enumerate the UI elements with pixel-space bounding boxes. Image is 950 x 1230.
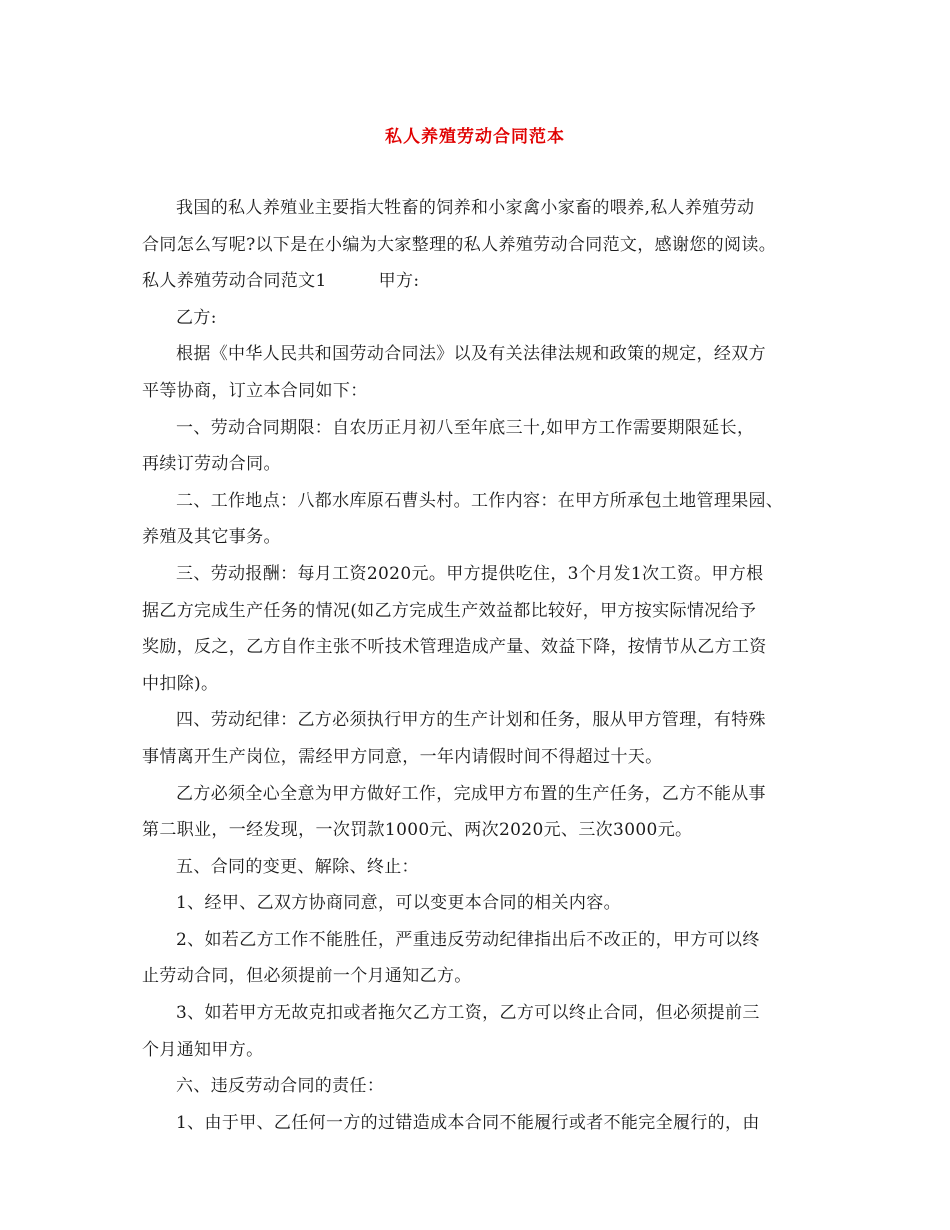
text-line	[142, 1032, 814, 1069]
document-title: 私人养殖劳动合同范本	[385, 127, 565, 147]
text-line	[142, 227, 814, 264]
line-text: 中扣除)。	[142, 673, 219, 694]
line-text: 奖励，反之，乙方自作主张不听技术管理造成产量、效益下降，按情节从乙方工资	[142, 637, 767, 658]
line-text: 五、合同的变更、解除、终止：	[176, 856, 419, 877]
text-line	[142, 373, 814, 410]
line-text: 根据《中华人民共和国劳动合同法》以及有关法律法规和政策的规定，经双方	[176, 344, 766, 365]
text-line	[142, 1068, 814, 1105]
line-text: 个月通知甲方。	[142, 1039, 264, 1060]
text-line	[142, 263, 814, 300]
line-text: 1、由于甲、乙任何一方的过错造成本合同不能履行或者不能完全履行的，由	[176, 1112, 760, 1133]
text-line	[142, 336, 814, 373]
line-text: 三、劳动报酬：每月工资2020元。甲方提供吃住，3个月发1次工资。甲方根	[176, 563, 764, 584]
text-line	[142, 885, 814, 922]
line-text: 四、劳动纪律：乙方必须执行甲方的生产计划和任务，服从甲方管理，有特殊	[176, 710, 766, 731]
line-text: 事情离开生产岗位，需经甲方同意，一年内请假时间不得超过十天。	[142, 746, 663, 767]
text-line	[142, 958, 814, 995]
line-text: 据乙方完成生产任务的情况(如乙方完成生产效益都比较好，甲方按实际情况给予	[142, 600, 757, 621]
text-line	[142, 629, 814, 666]
line-text: 乙方:	[176, 307, 217, 328]
text-line	[142, 739, 814, 776]
line-text: 再续订劳动合同。	[142, 454, 281, 475]
text-line	[142, 446, 814, 483]
line-text: 3、如若甲方无故克扣或者拖欠乙方工资，乙方可以终止合同，但必须提前三	[176, 1003, 760, 1024]
text-line	[142, 556, 814, 593]
line-text: 合同怎么写呢?以下是在小编为大家整理的私人养殖劳动合同范文，感谢您的阅读。	[142, 234, 777, 255]
text-line	[142, 519, 814, 556]
text-line	[142, 410, 814, 447]
line-text: 第二职业，一经发现，一次罚款1000元、两次2020元、三次3000元。	[142, 820, 693, 841]
text-line	[142, 922, 814, 959]
text-line	[142, 300, 814, 337]
line-text: 止劳动合同，但必须提前一个月通知乙方。	[142, 966, 472, 987]
text-line	[142, 1105, 814, 1142]
text-line	[142, 190, 814, 227]
line-text: 乙方必须全心全意为甲方做好工作，完成甲方布置的生产任务，乙方不能从事	[176, 783, 766, 804]
line-text: 平等协商，订立本合同如下：	[142, 380, 368, 401]
text-line	[142, 995, 814, 1032]
line-text: 1、经甲、乙双方协商同意，可以变更本合同的相关内容。	[176, 893, 621, 914]
document-body	[142, 190, 814, 1141]
line-text: 我国的私人养殖业主要指大牲畜的饲养和小家禽小家畜的喂养,私人养殖劳动	[176, 198, 755, 218]
text-line	[142, 593, 814, 630]
line-text: 养殖及其它事务。	[142, 527, 281, 548]
line-text: 二、工作地点：八都水库原石曹头村。工作内容：在甲方所承包土地管理果园、	[176, 490, 784, 511]
text-line	[142, 483, 814, 520]
text-line	[142, 666, 814, 703]
text-line	[142, 776, 814, 813]
text-line	[142, 849, 814, 886]
line-text: 六、违反劳动合同的责任：	[176, 1076, 385, 1097]
line-text: 私人养殖劳动合同范文1	[142, 271, 327, 292]
line-text-secondary: 甲方:	[378, 271, 420, 292]
line-text: 2、如若乙方工作不能胜任，严重违反劳动纪律指出后不改正的，甲方可以终	[176, 929, 760, 950]
text-line	[142, 702, 814, 739]
line-text: 一、劳动合同期限：自农历正月初八至年底三十,如甲方工作需要期限延长，	[176, 417, 755, 438]
text-line	[142, 812, 814, 849]
